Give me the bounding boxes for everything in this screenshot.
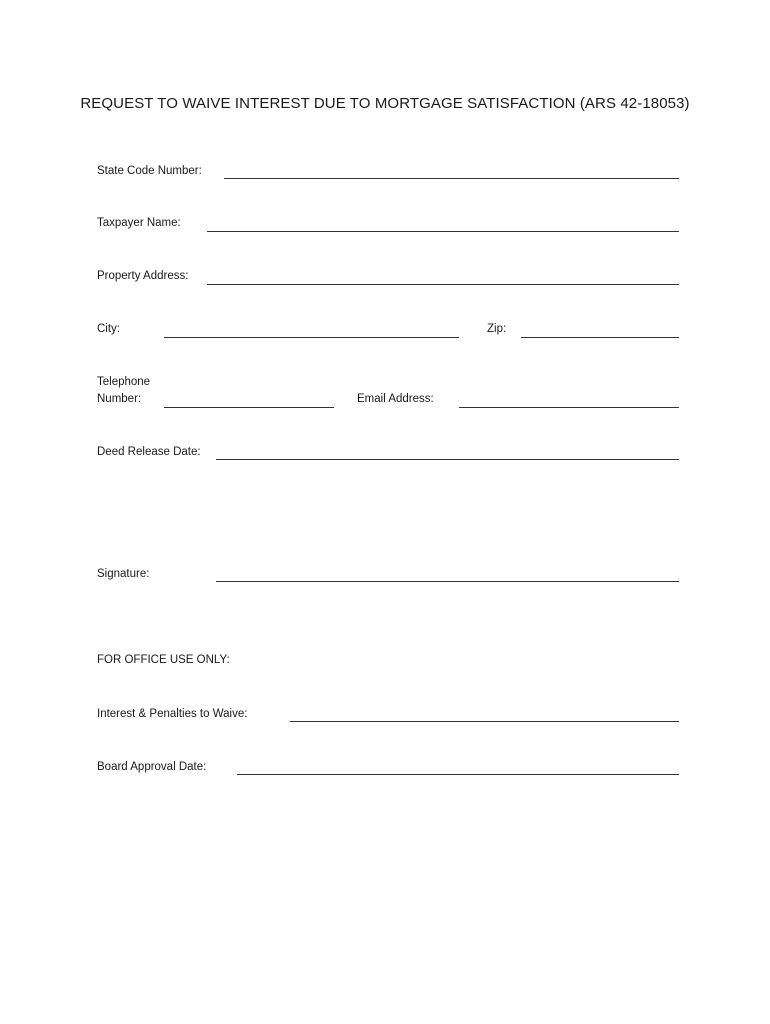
- interest-penalties-label: Interest & Penalties to Waive:: [97, 708, 248, 720]
- city-field[interactable]: [164, 337, 459, 338]
- city-label: City:: [97, 323, 120, 335]
- telephone-field[interactable]: [164, 407, 334, 408]
- board-approval-date-field[interactable]: [237, 774, 679, 775]
- email-label: Email Address:: [357, 393, 434, 405]
- taxpayer-name-field[interactable]: [207, 231, 679, 232]
- taxpayer-name-label: Taxpayer Name:: [97, 217, 181, 229]
- telephone-label-line1: Telephone: [97, 376, 151, 388]
- property-address-field[interactable]: [207, 284, 679, 285]
- email-field[interactable]: [459, 407, 679, 408]
- signature-label: Signature:: [97, 568, 150, 580]
- state-code-field[interactable]: [224, 178, 679, 179]
- zip-label: Zip:: [487, 323, 507, 335]
- state-code-label: State Code Number:: [97, 165, 202, 177]
- property-address-label: Property Address:: [97, 270, 189, 282]
- deed-release-date-field[interactable]: [216, 459, 679, 460]
- office-use-heading: FOR OFFICE USE ONLY:: [97, 654, 230, 666]
- deed-release-date-label: Deed Release Date:: [97, 446, 201, 458]
- board-approval-date-label: Board Approval Date:: [97, 761, 207, 773]
- interest-penalties-field[interactable]: [290, 721, 679, 722]
- zip-field[interactable]: [521, 337, 679, 338]
- signature-field[interactable]: [216, 581, 679, 582]
- form-title: REQUEST TO WAIVE INTEREST DUE TO MORTGAGE SATISFACTION (ARS 42-18053): [80, 95, 690, 112]
- telephone-label-line2: Number:: [97, 393, 142, 405]
